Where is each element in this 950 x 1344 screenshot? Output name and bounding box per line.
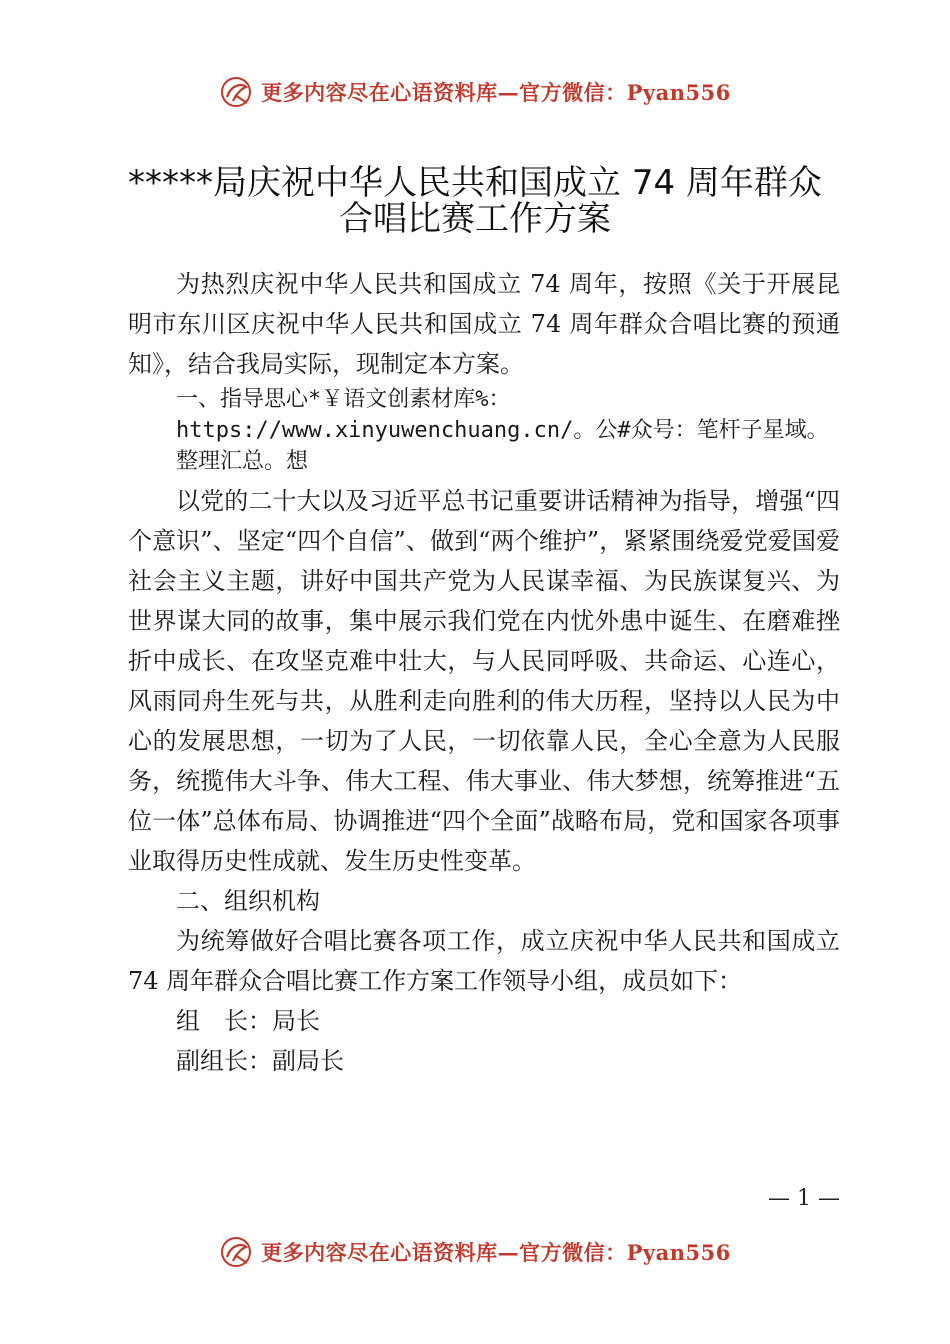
brand-logo-icon — [219, 75, 253, 109]
banner-text: 更多内容尽在心语资料库—官方微信：Pyan556 — [261, 80, 731, 105]
leader-line: 组 长：局长 — [176, 1007, 320, 1035]
section2-paragraph: 为统筹做好合唱比赛各项工作，成立庆祝中华人民共和国成立 74 周年群众合唱比赛工作方案工作领导小组，成员如下： — [128, 927, 840, 995]
banner-text: 更多内容尽在心语资料库—官方微信：Pyan556 — [261, 1240, 731, 1265]
intro-paragraph: 为热烈庆祝中华人民共和国成立 74 周年，按照《关于开展昆明市东川区庆祝中华人民共和国成立 74 周年群众合唱比赛的预通知》，结合我局实际，现制定本方案。 — [128, 270, 840, 378]
title-line-1: *****局庆祝中华人民共和国成立 74 周年群众 — [128, 163, 822, 203]
header-watermark-banner — [0, 72, 950, 112]
document-body — [128, 264, 840, 1081]
page-number: — 1 — — [768, 1186, 840, 1211]
deputy-leader-line: 副组长：副局长 — [176, 1047, 344, 1075]
document-title — [60, 165, 890, 237]
section1-paragraph: 以党的二十大以及习近平总书记重要讲话精神为指导，增强“四个意识”、坚定“四个自信”、做到“两个维护”，紧紧围绕爱党爱国爱社会主义主题，讲好中国共产党为人民谋幸福、为民族谋复兴、为世界谋大同的故事，集中展示我们党在内忧外患中诞生、在磨难挫折中成长、在攻坚克难中壮大，与人民同呼吸、共命运、心连心，风雨同舟生死与共，从胜利走向胜利的伟大历程，坚持以人民为中心的发展思想，一切为了人民，一切依靠人民，全心全意为人民服务，统揽伟大斗争、伟大工程、伟大事业、伟大梦想，统筹推进“五位一体”总体布局、协调推进“四个全面”战略布局，党和国家各项事业取得历史性成就、发生历史性变革。 — [128, 487, 840, 875]
section1-heading: 一、指导思心*￥语文创素材库%：https://www.xinyuwenchuang.cn/。公#众号：笔杆子星域。整理汇总。想 — [176, 387, 829, 474]
brand-logo-icon — [219, 1235, 253, 1269]
title-line-2: 合唱比赛工作方案 — [339, 199, 611, 239]
footer-watermark-banner — [0, 1232, 950, 1272]
section2-heading: 二、组织机构 — [176, 887, 320, 915]
